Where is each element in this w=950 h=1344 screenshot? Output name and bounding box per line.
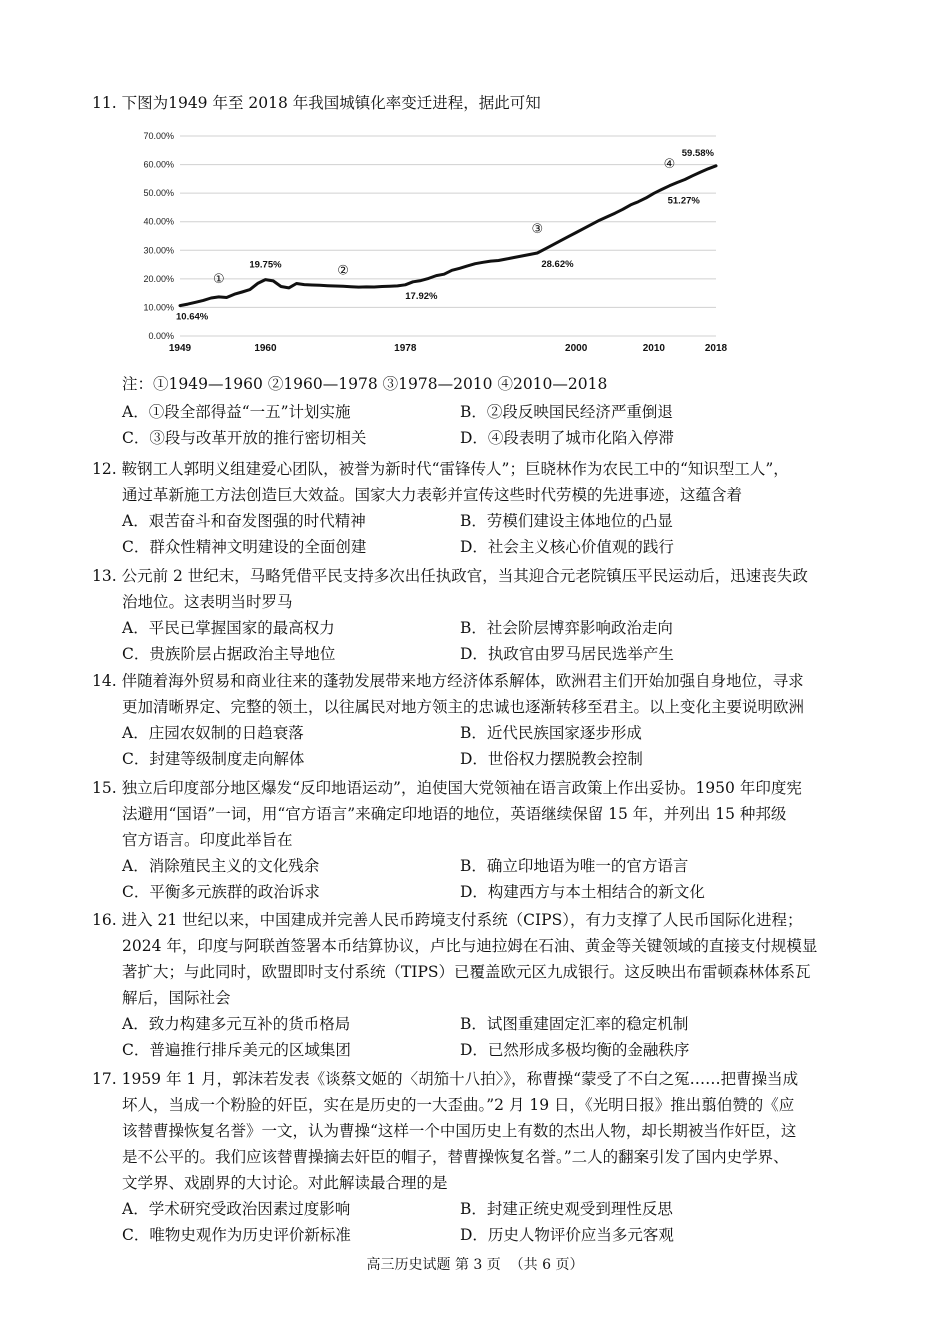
question-stem: 鞍钢工人郭明义组建爱心团队，被誉为新时代“雷锋传人”；巨晓林作为农民工中的“知识型工人”， <box>121 460 789 478</box>
option-b[interactable]: B．封建正统史观受到理性反思 <box>460 1200 673 1218</box>
question-stem-line: 治地位。这表明当时罗马 <box>122 593 293 611</box>
question-stem-line <box>92 668 872 694</box>
data-label: 19.75% <box>249 259 282 271</box>
y-tick-label: 70.00% <box>143 131 174 141</box>
question-number: 16. <box>92 911 117 929</box>
question-number: 12. <box>92 460 117 478</box>
question-11 <box>92 90 872 116</box>
option-a[interactable]: A．平民已掌握国家的最高权力 <box>122 619 335 637</box>
question-number: 11. <box>92 94 117 112</box>
question-stem: 1959 年 1 月，郭沫若发表《谈蔡文姬的〈胡笳十八拍〉》，称曹操“蒙受了不白之冤……把曹操当成 <box>121 1070 799 1088</box>
question-16 <box>92 907 872 1063</box>
question-stem: 公元前 2 世纪末，马略凭借平民支持多次出任执政官，当其迎合元老院镇压平民运动后，迅速丧失政 <box>121 567 808 585</box>
question-stem-line: 坏人，当成一个粉脸的奸臣，实在是历史的一大歪曲。”2 月 19 日，《光明日报》推出翦伯赞的《应 <box>122 1096 795 1114</box>
question-stem-line <box>92 563 872 589</box>
y-tick-label: 10.00% <box>143 302 174 313</box>
series-line <box>180 166 716 306</box>
option-d[interactable]: D．④段表明了城市化陷入停滞 <box>460 429 674 447</box>
option-c[interactable]: C．③段与改革开放的推行密切相关 <box>122 429 367 447</box>
x-tick-label: 1949 <box>168 343 192 354</box>
option-c[interactable]: C．唯物史观作为历史评价新标准 <box>122 1226 351 1244</box>
option-c[interactable]: C．封建等级制度走向解体 <box>122 750 305 768</box>
question-number: 17. <box>92 1070 117 1088</box>
option-d[interactable]: D．已然形成多极均衡的金融秩序 <box>460 1041 690 1059</box>
option-a[interactable]: A．致力构建多元互补的货币格局 <box>122 1015 351 1033</box>
urbanization-line-chart <box>120 122 740 362</box>
option-c[interactable]: C．普遍推行排斥美元的区域集团 <box>122 1041 351 1059</box>
option-a[interactable]: A．消除殖民主义的文化残余 <box>122 857 320 875</box>
option-a[interactable]: A．庄园农奴制的日趋衰落 <box>122 724 304 742</box>
y-tick-label: 20.00% <box>143 273 174 284</box>
option-d[interactable]: D．历史人物评价应当多元客观 <box>460 1226 674 1244</box>
question-15 <box>92 775 872 905</box>
question-stem-line <box>92 456 872 482</box>
y-tick-label: 40.00% <box>143 216 174 227</box>
segment-marker: ① <box>213 271 225 287</box>
option-d[interactable]: D．世俗权力摆脱教会控制 <box>460 750 643 768</box>
question-stem-line: 更加清晰界定、完整的领土，以往属民对地方领主的忠诚也逐渐转移至君主。以上变化主要说明欧洲 <box>122 698 805 716</box>
question-stem-line: 是不公平的。我们应该替曹操摘去奸臣的帽子，替曹操恢复名誉。”二人的翻案引发了国内史学界、 <box>122 1148 789 1166</box>
question-stem-line: 法避用“国语”一词，用“官方语言”来确定印地语的地位，英语继续保留 15 年，并列出 15 种邦级 <box>122 805 787 823</box>
data-label: 59.58% <box>681 147 714 159</box>
question-stem: 下图为1949 年至 2018 年我国城镇化率变迁进程，据此可知 <box>121 94 541 112</box>
question-17 <box>92 1066 872 1248</box>
option-c[interactable]: C．贵族阶层占据政治主导地位 <box>122 645 336 663</box>
x-tick-label: 2018 <box>704 343 728 354</box>
question-13 <box>92 563 872 667</box>
question-14 <box>92 668 872 772</box>
page-footer <box>0 1255 950 1275</box>
option-b[interactable]: B．社会阶层博弈影响政治走向 <box>460 619 673 637</box>
question-stem: 伴随着海外贸易和商业往来的蓬勃发展带来地方经济体系解体，欧洲君主们开始加强自身地位，寻求 <box>121 672 804 690</box>
question-stem-line: 著扩大；与此同时，欧盟即时支付系统（TIPS）已覆盖欧元区九成银行。这反映出布雷顿森林体系瓦 <box>122 963 811 981</box>
option-d[interactable]: D．执政官由罗马居民选举产生 <box>460 645 674 663</box>
question-number: 14. <box>92 672 117 690</box>
option-b[interactable]: B．确立印地语为唯一的官方语言 <box>460 857 689 875</box>
option-b[interactable]: B．劳模们建设主体地位的凸显 <box>460 512 673 530</box>
option-b[interactable]: B．②段反映国民经济严重倒退 <box>460 403 673 421</box>
option-d[interactable]: D．社会主义核心价值观的践行 <box>460 538 674 556</box>
data-label: 10.64% <box>176 311 209 323</box>
footer-text: 高三历史试题 第 3 页 （共 6 页） <box>366 1257 584 1273</box>
segment-marker: ③ <box>531 222 544 238</box>
data-label: 17.92% <box>405 290 438 302</box>
x-tick-label: 1978 <box>394 343 417 354</box>
option-c[interactable]: C．平衡多元族群的政治诉求 <box>122 883 320 901</box>
question-stem: 独立后印度部分地区爆发“反印地语运动”，迫使国大党领袖在语言政策上作出妥协。1950 年印度宪 <box>121 779 802 797</box>
question-stem-line <box>92 907 872 933</box>
question-number: 13. <box>92 567 117 585</box>
option-a[interactable]: A．①段全部得益“一五”计划实施 <box>122 403 351 421</box>
option-a[interactable]: A．学术研究受政治因素过度影响 <box>122 1200 351 1218</box>
question-stem-line: 2024 年，印度与阿联酋签署本币结算协议，卢比与迪拉姆在石油、黄金等关键领域的直接支付规模显 <box>122 937 818 955</box>
question-stem-line <box>92 90 872 116</box>
question-stem-line: 官方语言。印度此举旨在 <box>122 831 293 849</box>
x-tick-label: 2010 <box>642 343 665 354</box>
option-a[interactable]: A．艰苦奋斗和奋发图强的时代精神 <box>122 512 366 530</box>
option-c[interactable]: C．群众性精神文明建设的全面创建 <box>122 538 367 556</box>
segment-marker: ④ <box>663 156 676 172</box>
y-tick-label: 50.00% <box>143 188 174 199</box>
question-stem: 进入 21 世纪以来，中国建成并完善人民币跨境支付系统（CIPS），有力支撑了人民币国际化进程； <box>121 911 803 929</box>
segment-marker: ② <box>337 263 349 279</box>
option-d[interactable]: D．构建西方与本土相结合的新文化 <box>460 883 705 901</box>
question-stem-line: 文学界、戏剧界的大讨论。对此解读最合理的是 <box>122 1174 448 1192</box>
x-tick-label: 2000 <box>565 343 588 354</box>
question-12 <box>92 456 872 560</box>
question-number: 15. <box>92 779 117 797</box>
y-tick-label: 30.00% <box>143 245 174 256</box>
question-stem-line: 解后，国际社会 <box>122 989 231 1007</box>
y-tick-label: 60.00% <box>143 159 174 170</box>
y-tick-label: 0.00% <box>148 331 174 341</box>
data-label: 28.62% <box>541 259 574 271</box>
question-stem-line <box>92 1066 872 1092</box>
question-11-options <box>92 399 872 451</box>
x-tick-label: 1960 <box>254 343 277 354</box>
option-b[interactable]: B．近代民族国家逐步形成 <box>460 724 642 742</box>
question-stem-line <box>92 775 872 801</box>
chart-note: 注：①1949—1960 ②1960—1978 ③1978—2010 ④2010—2018 <box>122 375 608 393</box>
option-b[interactable]: B．试图重建固定汇率的稳定机制 <box>460 1015 689 1033</box>
question-stem-line: 通过革新施工方法创造巨大效益。国家大力表彰并宣传这些时代劳模的先进事迹，这蕴含着 <box>122 486 743 504</box>
data-label: 51.27% <box>667 195 700 207</box>
question-stem-line: 该替曹操恢复名誉》一文，认为曹操“这样一个中国历史上有数的杰出人物，却长期被当作奸臣，这 <box>122 1122 797 1140</box>
